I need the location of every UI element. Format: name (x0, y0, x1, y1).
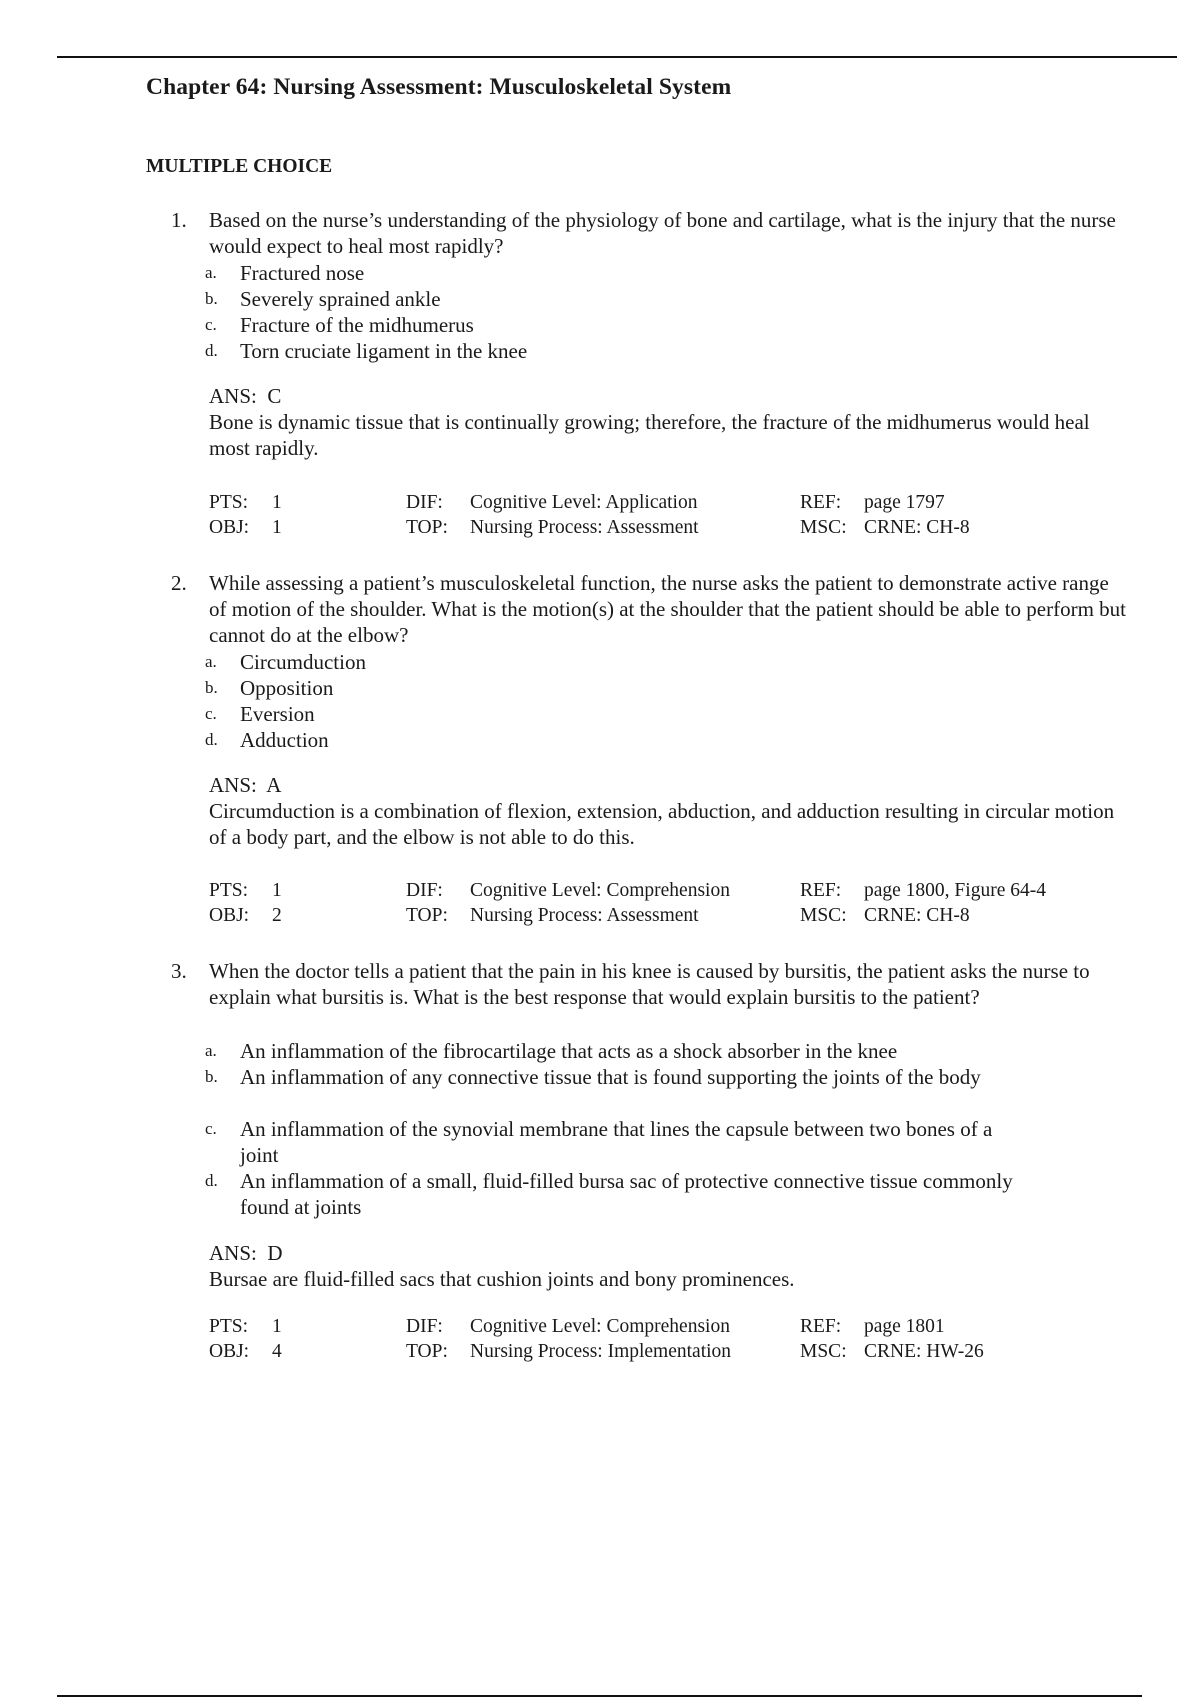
option-letter: d. (205, 1171, 218, 1190)
option-text: Circumduction (240, 650, 366, 674)
question-2 (0, 570, 1200, 926)
ref-value: page 1801 (864, 1316, 945, 1337)
option-letter: a. (205, 1041, 217, 1060)
msc-value: CRNE: CH-8 (864, 517, 970, 538)
option-c (0, 1116, 1200, 1168)
answer-value: C (267, 384, 282, 408)
answer-label: ANS: (209, 773, 257, 797)
top-rule (57, 56, 1177, 58)
option-d (0, 338, 1200, 364)
rationale: Circumduction is a combination of flexion, extension, abduction, and adduction resulting in circular motion of a body part, and the elbow is not able to do this. (209, 799, 1115, 849)
options-list (0, 260, 1200, 364)
option-letter: c. (205, 315, 217, 334)
question-number: 3. (171, 959, 187, 983)
question-number: 2. (171, 571, 187, 595)
answer-line (209, 772, 281, 798)
option-letter: b. (205, 289, 218, 308)
obj-label: OBJ: (209, 905, 250, 926)
msc-value: CRNE: CH-8 (864, 905, 970, 926)
option-letter: d. (205, 341, 218, 360)
dif-value: Cognitive Level: Application (470, 492, 698, 513)
option-text: An inflammation of the synovial membrane that lines the capsule between two bones of a joint (240, 1117, 993, 1167)
msc-value: CRNE: HW-26 (864, 1341, 984, 1362)
section-heading: MULTIPLE CHOICE (146, 156, 333, 177)
question-stem: While assessing a patient’s musculoskeletal function, the nurse asks the patient to demonstrate active range of motion of the shoulder. What is the motion(s) at the shoulder that the patient should be able to perform but cannot do at the elbow? (209, 571, 1127, 647)
metadata-block (0, 490, 1200, 540)
answer-value: A (266, 773, 282, 797)
option-text: Torn cruciate ligament in the knee (240, 339, 528, 363)
options-list (0, 649, 1200, 753)
meta-row (0, 903, 1200, 928)
obj-label: OBJ: (209, 1341, 250, 1362)
option-c (0, 701, 1200, 727)
meta-row (0, 878, 1200, 903)
option-text: An inflammation of a small, fluid-filled bursa sac of protective connective tissue commonly found at joints (240, 1169, 1013, 1219)
ref-label: REF: (800, 880, 842, 901)
pts-value: 1 (272, 1316, 282, 1337)
meta-row (0, 1314, 1200, 1339)
dif-label: DIF: (406, 1316, 443, 1337)
metadata-block (0, 878, 1200, 928)
pts-value: 1 (272, 880, 282, 901)
metadata-block (0, 1314, 1200, 1364)
answer-line (209, 383, 281, 409)
option-d (0, 1168, 1200, 1220)
option-letter: a. (205, 652, 217, 671)
top-label: TOP: (406, 1341, 448, 1362)
option-a (0, 260, 1200, 286)
top-label: TOP: (406, 517, 448, 538)
option-letter: c. (205, 704, 217, 723)
obj-value: 4 (272, 1341, 282, 1362)
option-text: An inflammation of the fibrocartilage that acts as a shock absorber in the knee (240, 1039, 898, 1063)
option-a (0, 649, 1200, 675)
ref-label: REF: (800, 1316, 842, 1337)
pts-label: PTS: (209, 880, 249, 901)
obj-label: OBJ: (209, 517, 250, 538)
option-c (0, 312, 1200, 338)
option-text: An inflammation of any connective tissue that is found supporting the joints of the body (240, 1065, 981, 1089)
option-letter: d. (205, 730, 218, 749)
ref-value: page 1800, Figure 64-4 (864, 880, 1046, 901)
option-d (0, 727, 1200, 753)
option-text: Fractured nose (240, 261, 365, 285)
option-letter: a. (205, 263, 217, 282)
msc-label: MSC: (800, 905, 847, 926)
option-a (0, 1038, 1200, 1064)
answer-label: ANS: (209, 384, 257, 408)
pts-label: PTS: (209, 492, 249, 513)
dif-value: Cognitive Level: Comprehension (470, 880, 730, 901)
question-3 (0, 958, 1200, 1378)
option-text: Eversion (240, 702, 315, 726)
option-text: Opposition (240, 676, 334, 700)
question-1 (0, 207, 1200, 538)
bottom-rule (57, 1695, 1142, 1697)
option-b (0, 675, 1200, 701)
option-b (0, 1064, 1200, 1116)
meta-row (0, 515, 1200, 540)
page-title: Chapter 64: Nursing Assessment: Musculoskeletal System (146, 74, 732, 100)
pts-label: PTS: (209, 1316, 249, 1337)
msc-label: MSC: (800, 1341, 847, 1362)
top-value: Nursing Process: Assessment (470, 517, 699, 538)
question-stem: When the doctor tells a patient that the pain in his knee is caused by bursitis, the patient asks the nurse to explain what bursitis is. What is the best response that would explain bursitis to the patient? (209, 959, 1090, 1009)
dif-label: DIF: (406, 492, 443, 513)
ref-label: REF: (800, 492, 842, 513)
answer-label: ANS: (209, 1241, 257, 1265)
answer-value: D (267, 1241, 283, 1265)
top-label: TOP: (406, 905, 448, 926)
obj-value: 1 (272, 517, 282, 538)
option-b (0, 286, 1200, 312)
rationale: Bone is dynamic tissue that is continually growing; therefore, the fracture of the midhumerus would heal most rapidly. (209, 410, 1090, 460)
option-text: Severely sprained ankle (240, 287, 441, 311)
pts-value: 1 (272, 492, 282, 513)
option-letter: b. (205, 1067, 218, 1086)
meta-row (0, 490, 1200, 515)
obj-value: 2 (272, 905, 282, 926)
options-list (0, 1038, 1200, 1220)
option-text: Adduction (240, 728, 329, 752)
rationale: Bursae are fluid-filled sacs that cushion joints and bony prominences. (209, 1267, 795, 1291)
dif-label: DIF: (406, 880, 443, 901)
option-letter: c. (205, 1119, 217, 1138)
answer-line (209, 1240, 283, 1266)
question-stem: Based on the nurse’s understanding of the physiology of bone and cartilage, what is the injury that the nurse would expect to heal most rapidly? (209, 208, 1116, 258)
question-number: 1. (171, 208, 187, 232)
msc-label: MSC: (800, 517, 847, 538)
option-letter: b. (205, 678, 218, 697)
top-value: Nursing Process: Assessment (470, 905, 699, 926)
meta-row (0, 1339, 1200, 1364)
top-value: Nursing Process: Implementation (470, 1341, 732, 1362)
ref-value: page 1797 (864, 492, 945, 513)
option-text: Fracture of the midhumerus (240, 313, 474, 337)
dif-value: Cognitive Level: Comprehension (470, 1316, 730, 1337)
